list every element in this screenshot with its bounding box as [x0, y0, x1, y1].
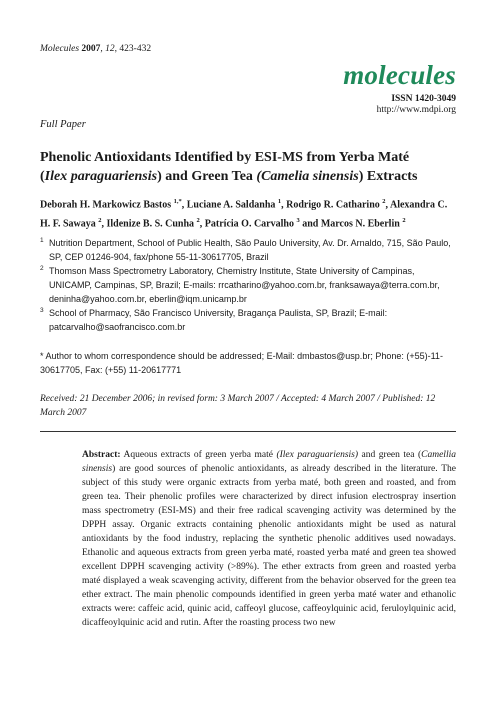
correspondence-note: * Author to whom correspondence should be addressed; E-Mail: dmbastos@usp.br; Phone: (+55)-11-30617705, Fax: (+55) 11-20617771 [40, 351, 443, 375]
author-name: Deborah H. Markowicz Bastos [40, 199, 174, 211]
citation-year: 2007 [81, 44, 101, 54]
citation-pages: 423-432 [119, 44, 152, 54]
abstract: Abstract: Aqueous extracts of green yerba maté (Ilex paraguariensis) and green tea (Camellia sinensis) are good sources of phenolic antioxidants, as already described in the literature. The subject of this study were organic extracts from yerba maté, both green and roasted, and from green tea. Their phenolic profiles were characterized by direct infusion electrospray insertion mass spectrometry (ESI-MS) and their free radical scavenging activity was determined by the DPPH assay. Organic extracts containing phenolic antioxidants might be used as natural antioxidants by the food industry, replacing the synthetic phenolic additives used nowadays. Ethanolic and aqueous extracts from green yerba maté, roasted yerba maté and green tea showed excellent DPPH scavenging activity (>89%). The ether extracts from green and roasted yerba maté displayed a weak scavenging activity, different from the behavior observed for the green tea ether extract. The main phenolic compounds identified in green yerba maté water and ethanolic extracts were: caffeic acid, quinic acid, caffeoyl glucose, caffeoylquinic acid, feruloylquinic acid, dicaffeoylquinic acid and rutin. After the roasting process two new [82, 450, 456, 628]
journal-citation: Molecules 2007, 12, 423-432 [40, 44, 152, 54]
author-name: Alexandra C. H. F. Sawaya [40, 199, 448, 230]
author-affiliation-marker: 3 [296, 217, 300, 225]
publication-dates: Received: 21 December 2006; in revised form: 3 March 2007 / Accepted: 4 March 2007 / Published: 12 March 2007 [40, 394, 436, 418]
author-affiliation-marker: 1,* [173, 198, 182, 205]
paper-title [40, 148, 460, 186]
author-affiliation-marker: 2 [98, 217, 102, 225]
author-name: Patrícia O. Carvalho [204, 218, 297, 230]
author-affiliation-marker: 1 [277, 198, 282, 205]
author-list: Deborah H. Markowicz Bastos $^{1,*}$, Luciane A. Saldanha $^1$, Rodrigo R. Catharino $^2$, Alexandra C. H. F. Sawaya $^2$, Ildenize B. S. Cunha $^2$, Patrícia O. Carvalho $^3$ and Marcos N. Eberlin $^2$ [40, 198, 448, 230]
author-name: Rodrigo R. Catharino [286, 199, 383, 211]
author-affiliation-marker: 2 [196, 217, 200, 225]
paper-type: Full Paper [40, 119, 86, 130]
journal-logo: molecules [343, 60, 456, 90]
citation-journal: Molecules [40, 44, 80, 54]
journal-url[interactable]: http://www.mdpi.org [376, 105, 456, 115]
title-line-1: Phenolic Antioxidants Identified by ESI-MS from Yerba Maté [40, 150, 410, 165]
issn: ISSN 1420-3049 [391, 94, 456, 104]
citation-volume: 12 [105, 44, 115, 54]
author-affiliation-marker: 2 [382, 198, 386, 205]
author-name: Ildenize B. S. Cunha [106, 218, 197, 230]
title-line-2: (Ilex paraguariensis) and Green Tea (Camelia sinensis) Extracts [40, 169, 418, 184]
abstract-label: Abstract: [82, 450, 121, 460]
author-name: Luciane A. Saldanha [186, 199, 278, 211]
section-divider [40, 431, 456, 432]
author-name: Marcos N. Eberlin [320, 218, 403, 230]
author-affiliation-marker: 2 [402, 217, 406, 225]
